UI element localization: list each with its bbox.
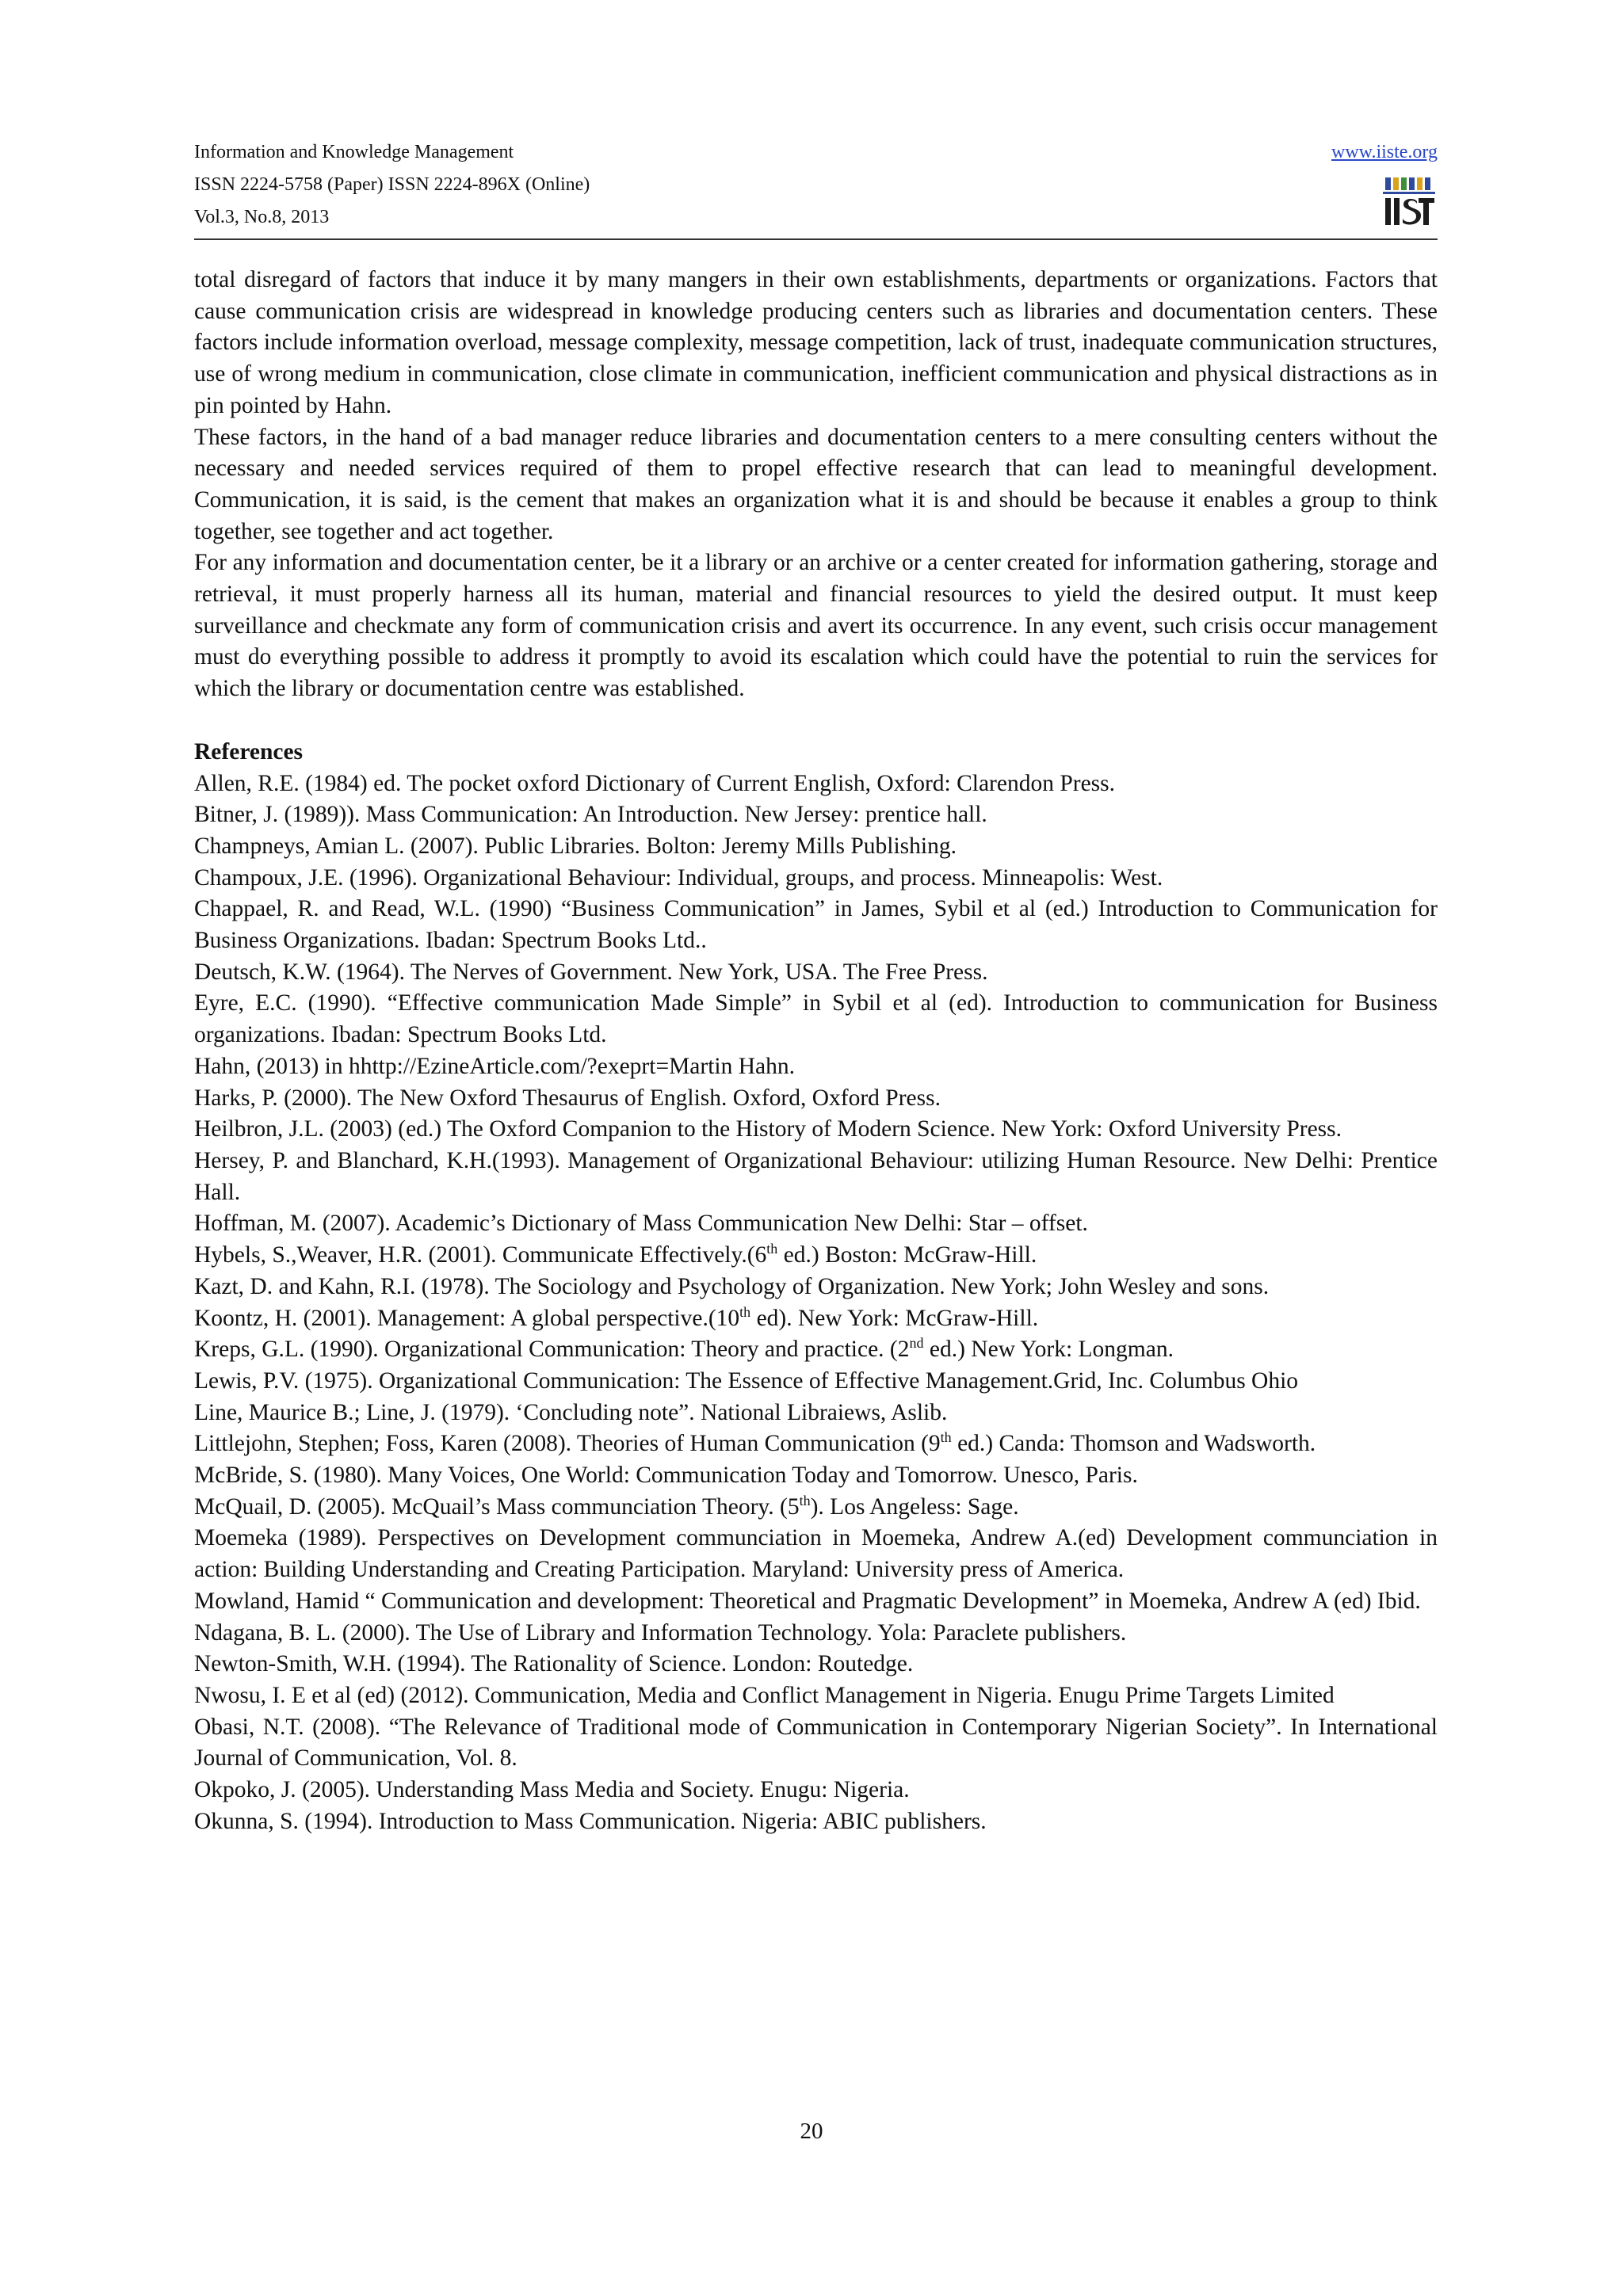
reference-item: Eyre, E.C. (1990). “Effective communication Made Simple” in Sybil et al (ed). Introduction to communication for Business organizations. Ibadan: Spectrum Books Ltd. <box>194 990 1438 1048</box>
body-paragraph: total disregard of factors that induce it by many mangers in their own establishments, departments or organizations. Factors that cause communication crisis are widespread in knowledge producing centers such as libraries and documentation centers. These factors include information overload, message complexity, message competition, lack of trust, inadequate communication structures, use of wrong medium in communication, close climate in communication, inefficient communication and physical distractions as in pin pointed by Hahn. <box>194 267 1438 418</box>
reference-item: Harks, P. (2000). The New Oxford Thesaurus of English. Oxford, Oxford Press. <box>194 1085 941 1111</box>
reference-item: Mowland, Hamid “ Communication and development: Theoretical and Pragmatic Development” in Moemeka, Andrew A (ed) Ibid. <box>194 1588 1421 1614</box>
reference-item: Line, Maurice B.; Line, J. (1979). ‘Concluding note”. National Libraiews, Aslib. <box>194 1399 948 1425</box>
reference-item: Bitner, J. (1989)). Mass Communication: An Introduction. New Jersey: prentice hall. <box>194 802 987 828</box>
header-divider <box>194 238 1438 240</box>
reference-item: Hersey, P. and Blanchard, K.H.(1993). Management of Organizational Behaviour: utilizing Human Resource. New Delhi: Prentice Hall. <box>194 1147 1438 1205</box>
reference-item: Allen, R.E. (1984) ed. The pocket oxford Dictionary of Current English, Oxford: Clarendon Press. <box>194 770 1116 796</box>
reference-item: Hahn, (2013) in hhttp://EzineArticle.com/?exeprt=Martin Hahn. <box>194 1053 796 1079</box>
reference-item: Ndagana, B. L. (2000). The Use of Library and Information Technology. Yola: Paraclete publishers. <box>194 1619 1127 1646</box>
reference-item: Obasi, N.T. (2008). “The Relevance of Traditional mode of Communication in Contemporary Nigerian Society”. In International Journal of Communication, Vol. 8. <box>194 1714 1438 1772</box>
reference-item: Newton-Smith, W.H. (1994). The Rationality of Science. London: Routedge. <box>194 1651 914 1677</box>
reference-item: McQuail, D. (2005). McQuail’s Mass communciation Theory. (5th). Los Angeless: Sage. <box>194 1492 1019 1520</box>
reference-item: Chappael, R. and Read, W.L. (1990) “Business Communication” in James, Sybil et al (ed.) Introduction to Communication for Business Organizations. Ibadan: Spectrum Books Ltd.. <box>194 896 1438 954</box>
reference-item: Lewis, P.V. (1975). Organizational Communication: The Essence of Effective Management.Grid, Inc. Columbus Ohio <box>194 1367 1299 1394</box>
reference-item: McBride, S. (1980). Many Voices, One World: Communication Today and Tomorrow. Unesco, Paris. <box>194 1463 1138 1489</box>
reference-item: Koontz, H. (2001). Management: A global perspective.(10th ed). New York: McGraw-Hill. <box>194 1303 1039 1331</box>
reference-item: Kazt, D. and Kahn, R.I. (1978). The Sociology and Psychology of Organization. New York; John Wesley and sons. <box>194 1273 1270 1299</box>
volume-line: Vol.3, No.8, 2013 <box>194 207 330 227</box>
reference-item: Kreps, G.L. (1990). Organizational Communication: Theory and practice. (2nd ed.) New York: Longman. <box>194 1335 1174 1363</box>
reference-item: Champneys, Amian L. (2007). Public Libraries. Bolton: Jeremy Mills Publishing. <box>194 833 957 859</box>
reference-item: Heilbron, J.L. (2003) (ed.) The Oxford Companion to the History of Modern Science. New York: Oxford University Press. <box>194 1116 1342 1142</box>
reference-item: Nwosu, I. E et al (ed) (2012). Communication, Media and Conflict Management in Nigeria. Enugu Prime Targets Limited <box>194 1682 1335 1708</box>
journal-website-link[interactable]: www.iiste.org <box>1331 142 1438 162</box>
reference-item: Littlejohn, Stephen; Foss, Karen (2008). Theories of Human Communication (9th ed.) Canda: Thomson and Wadsworth. <box>194 1429 1316 1457</box>
reference-item: Moemeka (1989). Perspectives on Development communciation in Moemeka, Andrew A.(ed) Development communciation in action: Building Understanding and Creating Participation. Maryland: University press of America. <box>194 1525 1438 1583</box>
reference-item: Champoux, J.E. (1996). Organizational Behaviour: Individual, groups, and process. Minneapolis: West. <box>194 864 1163 891</box>
reference-list <box>194 769 1438 1838</box>
reference-item: Hybels, S.,Weaver, H.R. (2001). Communicate Effectively.(6th ed.) Boston: McGraw-Hill. <box>194 1241 1037 1268</box>
reference-item: Okunna, S. (1994). Introduction to Mass Communication. Nigeria: ABIC publishers. <box>194 1808 987 1834</box>
body-paragraph: For any information and documentation center, be it a library or an archive or a center created for information gathering, storage and retrieval, it must properly harness all its human, material and financial resources to yield the desired output. It must keep surveillance and checkmate any form of communication crisis and avert its occurrence. In any event, such crisis occur management must do everything possible to address it promptly to avoid its escalation which could have the potential to ruin the services for which the library or documentation centre was established. <box>194 550 1438 702</box>
iiste-logo <box>1382 174 1438 230</box>
references-heading: References <box>194 738 304 765</box>
journal-title: Information and Knowledge Management <box>194 142 514 162</box>
body-paragraph: These factors, in the hand of a bad manager reduce libraries and documentation centers to a mere consulting centers without the necessary and needed services required of them to propel effective research that can lead to meaningful development. Communication, it is said, is the cement that makes an organization what it is and should be because it enables a group to think together, see together and act together. <box>194 424 1438 544</box>
page-header <box>194 136 1438 234</box>
reference-item: Deutsch, K.W. (1964). The Nerves of Government. New York, USA. The Free Press. <box>194 959 988 985</box>
reference-item: Okpoko, J. (2005). Understanding Mass Media and Society. Enugu: Nigeria. <box>194 1777 910 1803</box>
article-content <box>194 265 1438 1837</box>
page-number: 20 <box>800 2119 823 2144</box>
issn-line: ISSN 2224-5758 (Paper) ISSN 2224-896X (Online) <box>194 174 590 195</box>
reference-item: Hoffman, M. (2007). Academic’s Dictionary of Mass Communication New Delhi: Star – offset. <box>194 1211 1088 1237</box>
